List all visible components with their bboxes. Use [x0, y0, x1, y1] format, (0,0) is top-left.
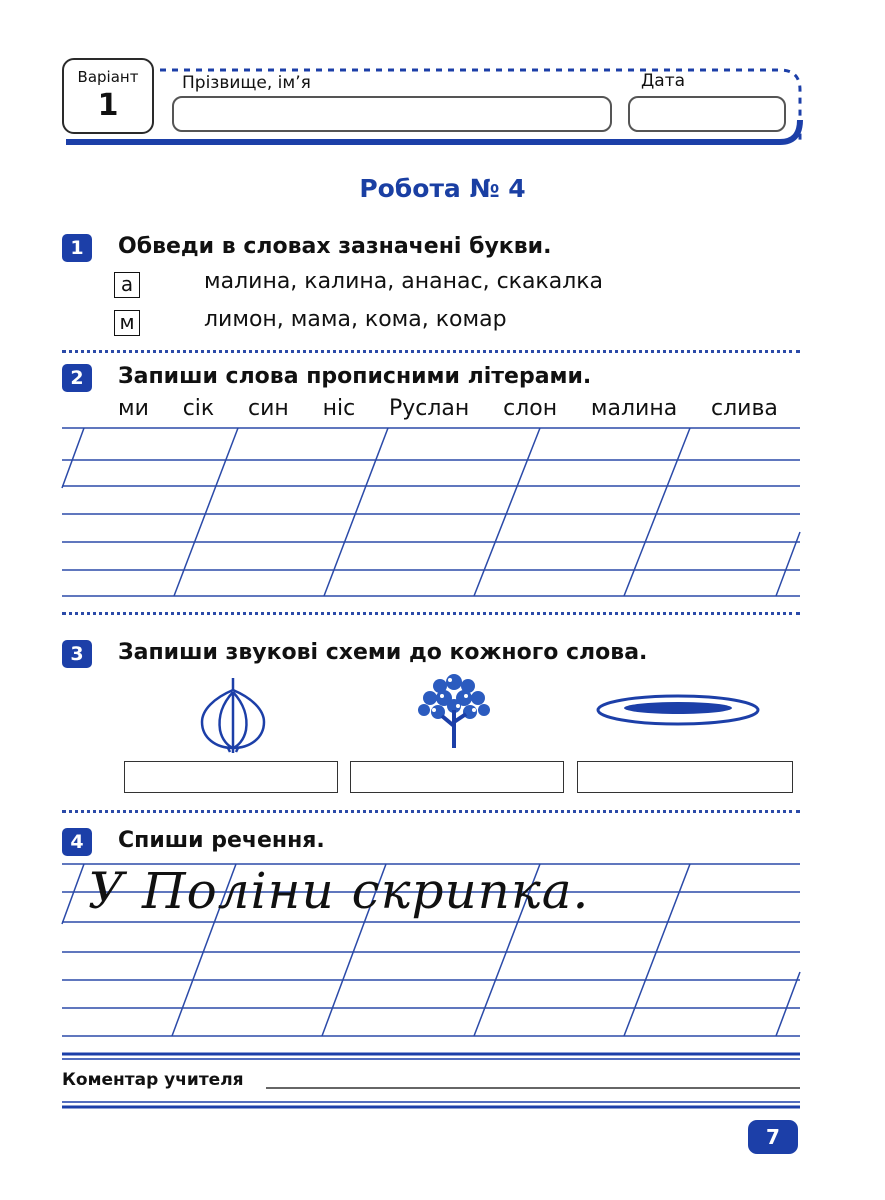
page-title: Робота № 4 [359, 174, 526, 203]
date-label: Дата [641, 71, 686, 91]
word: ми [118, 396, 149, 421]
task-3-badge: 3 [62, 640, 92, 668]
letter-box-a: а [114, 272, 140, 298]
word: сік [182, 396, 215, 421]
word: малина [590, 396, 678, 421]
model-sentence: У Поліни скрипка. [88, 862, 590, 920]
teacher-comment-label: Коментар учителя [62, 1070, 244, 1090]
letter-box-m: м [114, 310, 140, 336]
task-4-badge: 4 [62, 828, 92, 856]
task-4-title: Спиши речення. [118, 828, 325, 853]
variant-label: Варіант [77, 68, 139, 86]
teacher-comment-field[interactable] [266, 1062, 800, 1088]
task-1-title: Обведи в словах зазначені букви. [118, 234, 552, 259]
task-1-badge: 1 [62, 234, 92, 262]
word: син [248, 396, 289, 421]
task-2-badge: 2 [62, 364, 92, 392]
word: ніс [322, 396, 356, 421]
task-3-title: Запиши звукові схеми до кожного слова. [118, 640, 648, 665]
word-line-a: малина, калина, ананас, скакалка [204, 269, 604, 294]
word-line-m: лимон, мама, кома, комар [204, 307, 507, 332]
word: слива [711, 396, 778, 421]
word: слон [503, 396, 558, 421]
name-label: Прізвище, ім’я [182, 73, 311, 93]
task-2-title: Запиши слова прописними літерами. [118, 364, 592, 389]
page-number: 7 [748, 1120, 798, 1154]
variant-number: 1 [97, 88, 119, 123]
word: Руслан [388, 396, 470, 421]
